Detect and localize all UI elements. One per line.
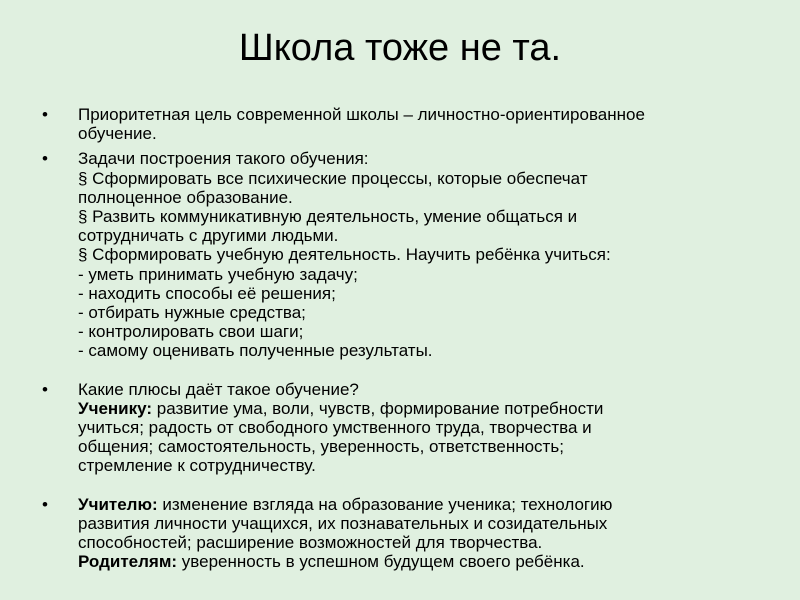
label-student: Ученику: (78, 398, 153, 418)
bullet-item-goal (42, 105, 762, 143)
bullet-marker: • (42, 149, 48, 169)
bullet-item-benefits (42, 380, 762, 476)
text-fragment: изменение взгляда на образование ученика; технологию (157, 494, 613, 514)
bullet-marker: • (42, 379, 48, 399)
text-line: § Развить коммуникативную деятельность, умение общаться и (78, 207, 578, 227)
text-line: § Сформировать учебную деятельность. Научить ребёнка учиться: (78, 245, 611, 265)
text-fragment: развитие ума, воли, чувств, формирование потребности (152, 398, 604, 418)
text-line: - отбирать нужные средства; (78, 303, 306, 323)
bullet-item-tasks (42, 149, 762, 360)
text-line: способностей; расширение возможностей для творчества. (78, 533, 543, 553)
text-line: Какие плюсы даёт такое обучение? (78, 379, 359, 399)
slide-title: Школа тоже не та. (238, 27, 562, 69)
text-line: - самому оценивать полученные результаты. (78, 341, 433, 361)
text-line: обучение. (78, 124, 157, 144)
text-line: общения; самостоятельность, уверенность, ответственность; (78, 437, 564, 457)
text-line (78, 495, 762, 514)
text-line: - находить способы её решения; (78, 283, 336, 303)
text-line: Задачи построения такого обучения: (78, 149, 369, 169)
text-line: сотрудничать с другими людьми. (78, 226, 339, 246)
label-parents: Родителям: (78, 552, 178, 572)
text-fragment: уверенность в успешном будущем своего ребёнка. (177, 552, 585, 572)
bullet-marker: • (42, 494, 48, 514)
text-line: Приоритетная цель современной школы – личностно-ориентированное (78, 105, 645, 124)
bullet-marker: • (42, 105, 48, 124)
text-line: - контролировать свои шаги; (78, 322, 304, 342)
text-line (78, 399, 762, 418)
label-teacher: Учителю: (78, 494, 158, 514)
text-line: § Сформировать все психические процессы, которые обеспечат (78, 168, 588, 188)
text-line: полноценное образование. (78, 187, 293, 207)
text-line: - уметь принимать учебную задачу; (78, 264, 358, 284)
text-line (78, 552, 762, 571)
text-line: стремление к сотрудничеству. (78, 456, 316, 476)
slide-body (42, 105, 762, 571)
text-line: учиться; радость от свободного умственного труда, творчества и (78, 418, 592, 438)
bullet-item-teacher (42, 495, 762, 572)
text-line: развития личности учащихся, их познавательных и созидательных (78, 513, 608, 533)
